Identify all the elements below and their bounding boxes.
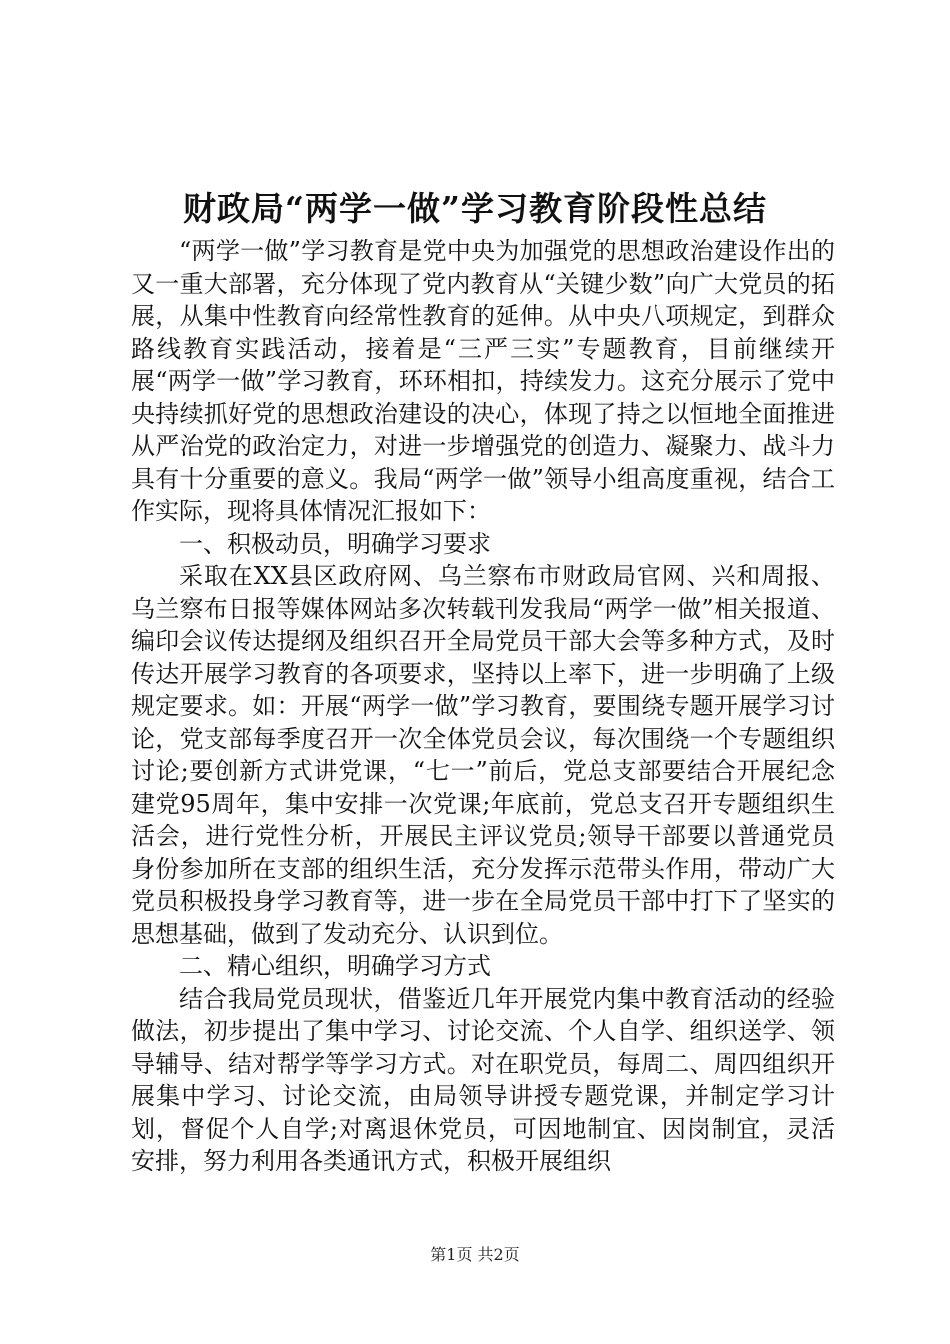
section-2-paragraph: 结合我局党员现状，借鉴近几年开展党内集中教育活动的经验做法，初步提出了集中学习、讨论交流、个人自学、组织送学、领导辅导、结对帮学等学习方式。对在职党员，每周二、周四组织开展集中学习、讨论交流，由局领导讲授专题党课，并制定学习计划，督促个人自学;对离退休党员，可因地制宜、因岗制宜，灵活安排，努力利用各类通讯方式，积极开展组织 (131, 984, 835, 1175)
page-footer: 第1页 共2页 (430, 1245, 520, 1264)
section-heading-1: 一、积极动员，明确学习要求 (179, 529, 491, 558)
intro-paragraph: “两学一做”学习教育是党中央为加强党的思想政治建设作出的又一重大部署，充分体现了党内教育从“关键少数”向广大党员的拓展，从集中性教育向经常性教育的延伸。从中央八项规定，到群众路线教育实践活动，接着是“三严三实”专题教育，目前继续开展“两学一做”学习教育，环环相扣，持续发力。这充分展示了党中央持续抓好党的思想政治建设的决心，体现了持之以恒地全面推进从严治党的政治定力，对进一步增强党的创造力、凝聚力、战斗力具有十分重要的意义。我局“两学一做”领导小组高度重视，结合工作实际，现将具体情况汇报如下： (131, 237, 835, 525)
document-title: 财政局“两学一做”学习教育阶段性总结 (183, 189, 767, 228)
section-1-paragraph: 采取在XX县区政府网、乌兰察布市财政局官网、兴和周报、乌兰察布日报等媒体网站多次转载刊发我局“两学一做”相关报道、编印会议传达提纲及组织召开全局党员干部大会等多种方式，及时传达开展学习教育的各项要求，坚持以上率下，进一步明确了上级规定要求。如：开展“两学一做”学习教育，要围绕专题开展学习讨论，党支部每季度召开一次全体党员会议，每次围绕一个专题组织讨论;要创新方式讲党课，“七一”前后，党总支部要结合开展纪念建党95周年，集中安排一次党课;年底前，党总支召开专题组织生活会，进行党性分析，开展民主评议党员;领导干部要以普通党员身份参加所在支部的组织生活，充分发挥示范带头作用，带动广大党员积极投身学习教育等，进一步在全局党员干部中打下了坚实的思想基础，做到了发动充分、认识到位。 (131, 562, 835, 948)
section-heading-2: 二、精心组织，明确学习方式 (179, 952, 491, 980)
document-body (131, 235, 835, 1178)
